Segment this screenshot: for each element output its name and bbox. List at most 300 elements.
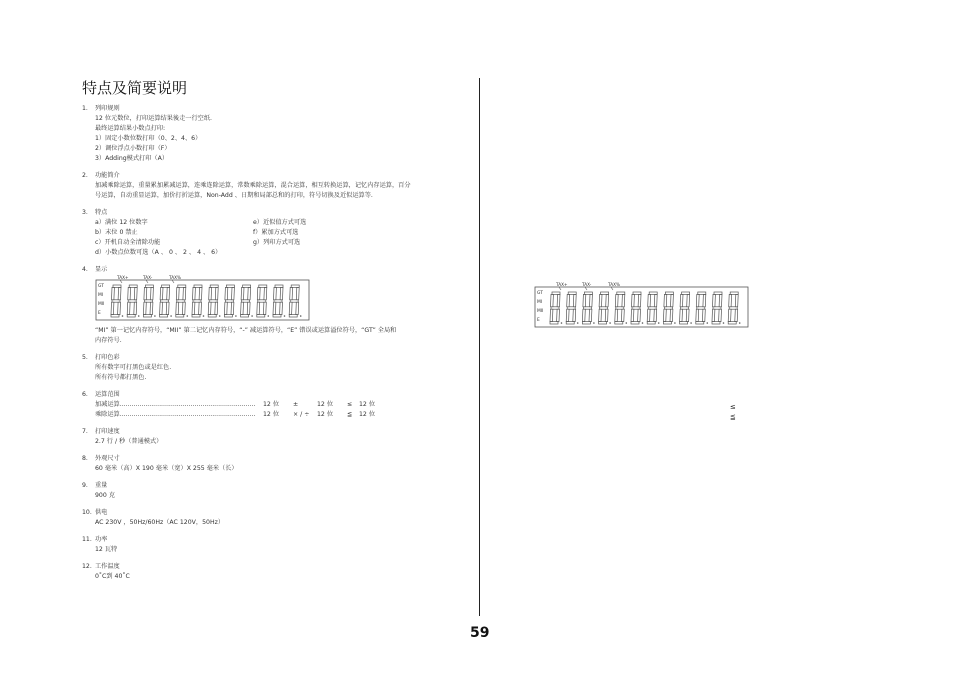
lcd-segment (274, 287, 277, 299)
lcd-segment (680, 322, 688, 324)
column-divider (479, 78, 480, 616)
lcd-segment (590, 294, 593, 306)
lcd-segment (557, 294, 560, 306)
lcd-segment (127, 315, 135, 317)
lcd-segment (178, 285, 186, 287)
section-number: 4. (82, 266, 88, 273)
lcd-segment (273, 315, 281, 317)
text-line: 1）固定小数位数打印（0、2、4、6） (95, 135, 202, 142)
lcd-digit (273, 285, 285, 317)
lcd-segment (606, 294, 609, 306)
lcd-segment (712, 322, 720, 324)
section-title: 打印速度 (95, 428, 120, 435)
lcd-segment (176, 315, 184, 317)
lcd-decimal-point (122, 315, 124, 317)
lcd-side-symbol: MI (98, 293, 104, 298)
lcd-segment (143, 302, 146, 314)
feature-item: d）小数点位数可选（A 、 0 、 2 、 4 、 6） (95, 249, 222, 256)
lcd-decimal-point (170, 315, 172, 317)
lcd-digit (663, 292, 675, 324)
lcd-segment (176, 287, 179, 299)
lcd-segment (127, 302, 130, 314)
section-number: 3. (82, 209, 88, 216)
range-digits: 12 位 (359, 411, 376, 418)
lcd-segment (259, 285, 267, 287)
lcd-segment (589, 309, 592, 321)
lcd-side-symbol: MII (537, 309, 544, 314)
lcd-segment (257, 315, 265, 317)
lcd-segment (687, 294, 690, 306)
lcd-segment (232, 287, 235, 299)
section-functions (82, 171, 472, 201)
lcd-segment (144, 287, 147, 299)
feature-item: e）近似值方式可选 (253, 219, 307, 226)
section-number: 6. (82, 391, 88, 398)
lcd-segment (680, 309, 683, 321)
lcd-side-symbol: GT (98, 284, 104, 289)
text-line: 内存符号. (95, 337, 122, 344)
lcd-segment (161, 300, 169, 302)
section-number: 8. (82, 455, 88, 462)
text-line: AC 230V ，50Hz/60Hz（AC 120V，50Hz） (95, 519, 225, 526)
lcd-segment (264, 287, 267, 299)
lcd-digit (615, 292, 627, 324)
lcd-segment (735, 309, 738, 321)
lcd-digit (647, 292, 659, 324)
range-digits: 12 位 (317, 411, 334, 418)
range-label: 加减运算..................................................................... (95, 401, 256, 408)
lcd-segment (111, 302, 114, 314)
lcd-segment (680, 294, 683, 306)
section-operating-temp (82, 562, 472, 582)
page-number: 59 (470, 625, 490, 641)
lcd-display-illustration (95, 275, 311, 323)
lcd-segment (617, 292, 625, 294)
lcd-segment (258, 300, 266, 302)
range-digits: 12 位 (263, 411, 280, 418)
lcd-digit (176, 285, 188, 317)
lcd-segment (113, 285, 121, 287)
lcd-segment (719, 309, 722, 321)
lcd-decimal-point (593, 322, 595, 324)
lcd-segment (621, 309, 624, 321)
section-title: 重量 (95, 482, 108, 489)
range-row (95, 410, 472, 420)
range-label: 乘除运算..................................................................... (95, 411, 256, 418)
range-operator: × / ÷ (293, 411, 310, 418)
section-print-speed (82, 427, 472, 447)
section-calc-range (82, 390, 472, 420)
feature-item: b）末位 0 禁止 (95, 229, 138, 236)
lcd-segment (128, 300, 136, 302)
lcd-segment (582, 309, 585, 321)
lcd-decimal-point (658, 322, 660, 324)
section-number: 11. (82, 536, 92, 543)
section-number: 10. (82, 509, 92, 516)
section-title: 功率 (95, 536, 108, 543)
lcd-segment (729, 294, 732, 306)
range-relation: ≦ (347, 411, 353, 418)
lcd-segment (713, 294, 716, 306)
section-title: 显示 (95, 266, 108, 273)
lcd-segment (280, 287, 283, 299)
lcd-digit (257, 285, 269, 317)
lcd-segment (696, 294, 699, 306)
lcd-segment (150, 302, 153, 314)
lcd-segment (134, 302, 137, 314)
lcd-tax-indicator (559, 287, 561, 290)
lcd-side-symbol: MI (537, 300, 543, 305)
range-digits: 12 位 (263, 401, 280, 408)
lcd-segment (670, 309, 673, 321)
lcd-segment (166, 302, 169, 314)
text-line: 12 位元数位，打印运算结果後走一行空纸. (95, 115, 212, 122)
text-line: 12 瓦特 (95, 546, 118, 553)
lcd-segment (263, 302, 266, 314)
lcd-segment (209, 300, 217, 302)
section-number: 12. (82, 563, 92, 570)
lcd-segment (247, 302, 250, 314)
lcd-decimal-point (251, 315, 253, 317)
section-title: 功能简介 (95, 172, 120, 179)
text-line: 2）调位浮点小数打印（F） (95, 145, 171, 152)
lcd-segment (241, 287, 244, 299)
lcd-segment (696, 322, 704, 324)
lcd-segment (231, 302, 234, 314)
lcd-tax-indicator (146, 280, 148, 283)
lcd-digit (582, 292, 594, 324)
lcd-segment (176, 302, 179, 314)
lcd-segment (225, 287, 228, 299)
lcd-segment (583, 307, 591, 309)
lcd-segment (703, 294, 706, 306)
lcd-decimal-point (154, 315, 156, 317)
lcd-segment (648, 294, 651, 306)
lcd-segment (275, 285, 283, 287)
lcd-segment (192, 315, 200, 317)
lcd-tax-label: TAX% (608, 282, 620, 287)
range-digits: 12 位 (317, 401, 334, 408)
lcd-segment (296, 302, 299, 314)
lcd-segment (599, 309, 602, 321)
lcd-segment (193, 300, 201, 302)
lcd-segment (605, 309, 608, 321)
lcd-segment (631, 322, 639, 324)
lcd-segment (550, 322, 558, 324)
lcd-segment (615, 322, 623, 324)
lcd-segment (663, 309, 666, 321)
lcd-segment (583, 294, 586, 306)
text-line: 最终运算结果小数点打印: (95, 125, 166, 132)
section-dimensions (82, 454, 472, 474)
lcd-segment (719, 294, 722, 306)
lcd-segment (648, 307, 656, 309)
lcd-decimal-point (300, 315, 302, 317)
lcd-segment (647, 309, 650, 321)
lcd-segment (714, 292, 722, 294)
lcd-segment (194, 285, 202, 287)
lcd-segment (713, 307, 721, 309)
section-power-consumption (82, 535, 472, 555)
lcd-segment (647, 322, 655, 324)
lcd-segment (192, 302, 195, 314)
lcd-segment (257, 287, 260, 299)
lcd-digit (728, 292, 740, 324)
lcd-side-symbol: MII (98, 302, 105, 307)
lcd-segment (551, 294, 554, 306)
section-title: 特点 (95, 209, 108, 216)
lcd-segment (182, 302, 185, 314)
lcd-digit (143, 285, 155, 317)
section-number: 1. (82, 105, 88, 112)
lcd-segment (183, 287, 186, 299)
section-title: 打印色彩 (95, 354, 120, 361)
lcd-segment (654, 294, 657, 306)
section-display (82, 265, 472, 346)
text-line: 0˚C到 40˚C (95, 573, 130, 580)
lcd-segment (215, 302, 218, 314)
lcd-segment (167, 287, 170, 299)
lcd-segment (160, 302, 163, 314)
lcd-decimal-point (219, 315, 221, 317)
lcd-segment (682, 292, 690, 294)
lcd-segment (241, 302, 244, 314)
lcd-digit (631, 292, 643, 324)
section-print-rules (82, 104, 472, 164)
spec-content (82, 104, 472, 589)
lcd-segment (633, 292, 641, 294)
lcd-digit (241, 285, 253, 317)
lcd-decimal-point (642, 322, 644, 324)
lcd-segment (573, 294, 576, 306)
lcd-decimal-point (561, 322, 563, 324)
lcd-segment (242, 300, 250, 302)
lcd-segment (615, 294, 618, 306)
lcd-decimal-point (235, 315, 237, 317)
lcd-segment (665, 292, 673, 294)
lcd-digit (208, 285, 220, 317)
feature-item: f）累加方式可选 (253, 229, 299, 236)
section-title: 外观尺寸 (95, 455, 120, 462)
lcd-segment (241, 315, 249, 317)
text-line: 所有符号都打黑色. (95, 374, 147, 381)
lcd-segment (289, 315, 297, 317)
lcd-segment (111, 315, 119, 317)
lcd-segment (151, 287, 154, 299)
lcd-segment (615, 309, 618, 321)
lcd-segment (224, 315, 232, 317)
lcd-segment (568, 292, 576, 294)
lcd-digit (289, 285, 301, 317)
lcd-segment (243, 285, 251, 287)
lcd-segment (199, 287, 202, 299)
lcd-tax-label: TAX- (582, 282, 592, 287)
lcd-segment (215, 287, 218, 299)
lcd-tax-indicator (120, 280, 122, 283)
lcd-digit (224, 285, 236, 317)
lcd-segment (160, 315, 168, 317)
text-line: 900 克 (95, 492, 115, 499)
range-operator: ± (293, 401, 299, 408)
lcd-segment (557, 309, 560, 321)
lcd-digit (696, 292, 708, 324)
section-weight (82, 481, 472, 501)
lcd-segment (224, 302, 227, 314)
text-line: 3）Adding模式打印（A） (95, 155, 169, 162)
lcd-side-symbol: E (98, 311, 101, 316)
lcd-segment (145, 285, 153, 287)
lcd-segment (649, 292, 657, 294)
lcd-segment (248, 287, 251, 299)
text-line: 60 毫米（高）X 190 毫米（宽）X 255 毫米（长） (95, 465, 238, 472)
lcd-decimal-point (203, 315, 205, 317)
lcd-decimal-point (268, 315, 270, 317)
lcd-segment (209, 287, 212, 299)
lcd-decimal-point (723, 322, 725, 324)
lcd-segment (632, 294, 635, 306)
lcd-segment (290, 287, 293, 299)
section-power-supply (82, 508, 472, 528)
lcd-segment (730, 292, 738, 294)
lcd-segment (698, 292, 706, 294)
range-relation: ≤ (347, 401, 353, 408)
lcd-tax-label: TAX- (143, 275, 153, 280)
lcd-segment (112, 300, 120, 302)
lcd-segment (697, 307, 705, 309)
lcd-segment (631, 309, 634, 321)
lcd-segment (128, 287, 131, 299)
feature-item: g）列印方式可选 (253, 239, 301, 246)
lcd-segment (193, 287, 196, 299)
lcd-segment (616, 307, 624, 309)
lcd-segment (210, 285, 218, 287)
lcd-segment (550, 309, 553, 321)
lcd-decimal-point (739, 322, 741, 324)
lcd-decimal-point (284, 315, 286, 317)
lcd-tax-indicator (172, 280, 174, 283)
lcd-segment (144, 300, 152, 302)
section-number: 7. (82, 428, 88, 435)
lcd-side-symbol: E (537, 318, 540, 323)
lcd-tax-indicator (585, 287, 587, 290)
lcd-segment (582, 322, 590, 324)
lcd-decimal-point (138, 315, 140, 317)
lcd-segment (681, 307, 689, 309)
lcd-segment (296, 287, 299, 299)
lcd-decimal-point (187, 315, 189, 317)
lcd-segment (702, 309, 705, 321)
feature-item: a）满位 12 位数字 (95, 219, 148, 226)
lcd-segment (199, 302, 202, 314)
lcd-segment (208, 302, 211, 314)
section-features (82, 208, 472, 258)
lcd-segment (566, 309, 569, 321)
lcd-segment (257, 302, 260, 314)
lcd-digit (680, 292, 692, 324)
lcd-decimal-point (690, 322, 692, 324)
lcd-digit (550, 292, 562, 324)
lcd-segment (225, 300, 233, 302)
lcd-segment (663, 322, 671, 324)
lcd-segment (728, 322, 736, 324)
lcd-segment (290, 300, 298, 302)
lcd-tax-label: TAX% (169, 275, 181, 280)
lcd-segment (134, 287, 137, 299)
text-line: 所有数字可打黑色或是红色. (95, 364, 172, 371)
lcd-segment (654, 309, 657, 321)
lcd-segment (160, 287, 163, 299)
range-relation-mark: ≦ (730, 413, 736, 421)
lcd-segment (177, 300, 185, 302)
lcd-digit (160, 285, 172, 317)
lcd-segment (622, 294, 625, 306)
text-line: 号运算，自动重显运算，加价打折运算，Non-Add 、日期和局部总和的打印，符号切换及近似运算等. (95, 192, 373, 199)
lcd-segment (280, 302, 283, 314)
range-digits: 12 位 (359, 401, 376, 408)
lcd-segment (729, 307, 737, 309)
section-print-color (82, 353, 472, 383)
lcd-segment (143, 315, 151, 317)
lcd-segment (632, 307, 640, 309)
lcd-segment (129, 285, 137, 287)
lcd-digit (192, 285, 204, 317)
lcd-segment (600, 307, 608, 309)
lcd-segment (118, 302, 121, 314)
lcd-segment (208, 315, 216, 317)
lcd-digit (712, 292, 724, 324)
lcd-segment (289, 302, 292, 314)
lcd-segment (162, 285, 170, 287)
lcd-segment (584, 292, 592, 294)
lcd-tax-label: TAX+ (556, 282, 568, 287)
lcd-decimal-point (626, 322, 628, 324)
lcd-decimal-point (609, 322, 611, 324)
lcd-segment (567, 294, 570, 306)
lcd-segment (599, 294, 602, 306)
lcd-segment (566, 322, 574, 324)
text-line: 2.7 行 / 秒（普通模式） (95, 438, 163, 445)
lcd-decimal-point (707, 322, 709, 324)
lcd-display-illustration-right (534, 282, 750, 330)
lcd-segment (728, 309, 731, 321)
lcd-decimal-point (674, 322, 676, 324)
page-title: 特点及简要说明 (82, 79, 188, 97)
lcd-segment (712, 309, 715, 321)
lcd-digit (127, 285, 139, 317)
lcd-side-symbol: GT (537, 291, 543, 296)
lcd-segment (291, 285, 299, 287)
lcd-segment (551, 307, 559, 309)
lcd-digit (111, 285, 123, 317)
lcd-segment (273, 302, 276, 314)
lcd-tax-label: TAX+ (117, 275, 129, 280)
lcd-digit (566, 292, 578, 324)
section-number: 5. (82, 354, 88, 361)
section-title: 运算范围 (95, 391, 120, 398)
lcd-segment (664, 307, 672, 309)
lcd-segment (112, 287, 115, 299)
lcd-segment (638, 309, 641, 321)
lcd-digit (599, 292, 611, 324)
feature-item: c）开机自动全清除功能 (95, 239, 161, 246)
lcd-segment (599, 322, 607, 324)
range-relation-mark: ≤ (730, 403, 736, 411)
lcd-segment (601, 292, 609, 294)
lcd-decimal-point (577, 322, 579, 324)
lcd-segment (226, 285, 234, 287)
section-number: 2. (82, 172, 88, 179)
range-row (95, 400, 472, 410)
